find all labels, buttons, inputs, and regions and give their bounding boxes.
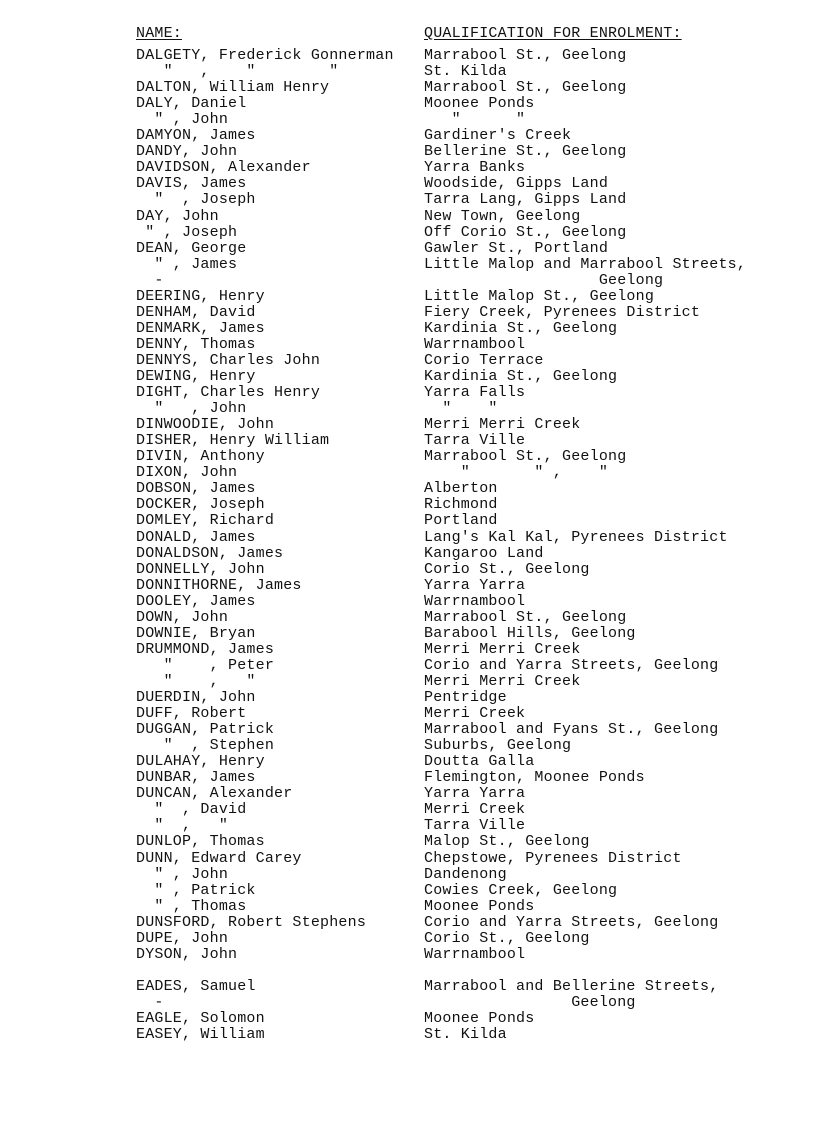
entry-qualification: Geelong: [424, 993, 636, 1011]
entry-qualification: Pentridge: [424, 689, 507, 706]
entry-qualification: Little Malop and Marrabool Streets,: [424, 255, 747, 273]
entry-qualification: Warrnambool: [424, 945, 526, 963]
entry-qualification: Warrnambool: [424, 335, 526, 353]
entry-name: DUPE, John: [136, 929, 229, 947]
entry-name: " , Patrick: [136, 881, 256, 899]
entry-qualification: Corio St., Geelong: [424, 560, 590, 578]
entry-name: DIXON, John: [136, 464, 238, 482]
entry-qualification: Tarra Ville: [424, 432, 526, 450]
entry-name: " , James: [136, 255, 238, 273]
entry-name: DUNCAN, Alexander: [136, 785, 293, 803]
entry-qualification: Merri Merri Creek: [424, 416, 581, 434]
entry-qualification: Tarra Ville: [424, 817, 526, 835]
entry-name: DONNITHORNE, James: [136, 576, 302, 594]
entry-name: " , Stephen: [136, 737, 275, 755]
entry-name: EASEY, William: [136, 1026, 265, 1044]
entry-name: DEAN, George: [136, 239, 247, 257]
entry-name: DENNYS, Charles John: [136, 351, 321, 369]
entry-name: DUFF, Robert: [136, 705, 247, 723]
entry-name: DUGGAN, Patrick: [136, 721, 275, 739]
entry-qualification: Woodside, Gipps Land: [424, 175, 609, 193]
entry-qualification: Corio St., Geelong: [424, 929, 590, 947]
entry-qualification: Merri Merri Creek: [424, 672, 581, 690]
entry-qualification: Moonee Ponds: [424, 897, 535, 915]
entry-name: " , John: [136, 865, 229, 883]
entry-qualification: Corio and Yarra Streets, Geelong: [424, 913, 719, 931]
entry-qualification: " ": [424, 400, 498, 418]
entry-qualification: Portland: [424, 512, 498, 530]
entry-qualification: St. Kilda: [424, 63, 507, 81]
entry-name: DANDY, John: [136, 143, 238, 161]
entry-qualification: Moonee Ponds: [424, 1010, 535, 1027]
entry-name: DIGHT, Charles Henry: [136, 384, 321, 402]
entry-name: " , ": [136, 817, 229, 835]
entry-name: DENMARK, James: [136, 319, 265, 337]
entry-qualification: Barabool Hills, Geelong: [424, 624, 636, 642]
entry-name: " , Thomas: [136, 897, 247, 915]
entry-name: " , David: [136, 801, 247, 819]
entry-qualification: Suburbs, Geelong: [424, 737, 572, 755]
entry-name: DUNBAR, James: [136, 769, 256, 787]
entry-qualification: " ": [424, 111, 526, 129]
entry-name: DUNSFORD, Robert Stephens: [136, 913, 367, 931]
entry-name: DRUMMOND, James: [136, 640, 275, 658]
entry-qualification: Cowies Creek, Geelong: [424, 881, 618, 899]
entry-name: DAMYON, James: [136, 127, 256, 145]
entry-qualification: Gardiner's Creek: [424, 127, 572, 145]
entry-qualification: Richmond: [424, 496, 498, 514]
entry-name: DOWNIE, Bryan: [136, 624, 256, 642]
entry-qualification: Kangaroo Land: [424, 544, 544, 562]
entry-name: EADES, Samuel: [136, 977, 256, 995]
entry-name: DUNN, Edward Carey: [136, 849, 302, 867]
entry-name: DAVIS, James: [136, 175, 247, 193]
entry-qualification: Marrabool St., Geelong: [424, 79, 627, 97]
entry-qualification: Kardinia St., Geelong: [424, 319, 618, 337]
entry-qualification: Geelong: [424, 271, 664, 289]
entry-qualification: Lang's Kal Kal, Pyrenees District: [424, 528, 728, 546]
entry-qualification: Marrabool and Bellerine Streets,: [424, 977, 719, 995]
entry-name: " , John: [136, 111, 229, 129]
entry-name: " , " ": [136, 63, 339, 81]
entry-name: DOWN, John: [136, 608, 229, 626]
entry-name: DONALDSON, James: [136, 544, 284, 562]
entry-name: DONNELLY, John: [136, 560, 265, 578]
entry-name: " , Joseph: [136, 223, 238, 241]
entry-name: DALY, Daniel: [136, 95, 247, 113]
entry-qualification: Marrabool St., Geelong: [424, 608, 627, 626]
entry-qualification: Flemington, Moonee Ponds: [424, 769, 645, 787]
entry-name: " , ": [136, 672, 256, 690]
entry-name: DINWOODIE, John: [136, 416, 275, 434]
entry-qualification: New Town, Geelong: [424, 207, 581, 225]
entry-qualification: Alberton: [424, 480, 498, 498]
entry-name: DALTON, William Henry: [136, 79, 330, 97]
entry-qualification: Tarra Lang, Gipps Land: [424, 191, 627, 209]
entry-name: DISHER, Henry William: [136, 432, 330, 450]
entry-qualification: Merri Creek: [424, 705, 526, 723]
entry-qualification: Fiery Creek, Pyrenees District: [424, 303, 701, 321]
entry-qualification: Marrabool and Fyans St., Geelong: [424, 721, 719, 739]
entry-qualification: Warrnambool: [424, 592, 526, 610]
entry-name: " , John: [136, 400, 247, 418]
entry-qualification: Marrabool St., Geelong: [424, 448, 627, 466]
entry-name: DUNLOP, Thomas: [136, 833, 265, 851]
entry-name: DAY, John: [136, 207, 219, 225]
entry-qualification: Kardinia St., Geelong: [424, 368, 618, 385]
entry-name: DULAHAY, Henry: [136, 753, 265, 771]
qualification-column-header: QUALIFICATION FOR ENROLMENT:: [424, 25, 682, 42]
entry-name: DAVIDSON, Alexander: [136, 159, 311, 177]
entry-name: DENHAM, David: [136, 303, 256, 321]
entry-name: DEWING, Henry: [136, 368, 256, 385]
entry-name: DEERING, Henry: [136, 287, 265, 305]
entry-qualification: Off Corio St., Geelong: [424, 223, 627, 241]
name-column-header: NAME:: [136, 25, 183, 42]
entry-name: DALGETY, Frederick Gonnerman: [136, 47, 394, 64]
entry-qualification: Merri Merri Creek: [424, 640, 581, 658]
entry-qualification: Moonee Ponds: [424, 95, 535, 113]
entry-name: DOMLEY, Richard: [136, 512, 275, 530]
entry-name: DUERDIN, John: [136, 689, 256, 706]
entry-name: " , Joseph: [136, 191, 256, 209]
entry-name: " , Peter: [136, 656, 275, 674]
entry-name: DOBSON, James: [136, 480, 256, 498]
entry-name: DOCKER, Joseph: [136, 496, 265, 514]
entry-name: EAGLE, Solomon: [136, 1010, 265, 1027]
entry-qualification: Merri Creek: [424, 801, 526, 819]
entry-qualification: Little Malop St., Geelong: [424, 287, 655, 305]
entry-name: -: [136, 271, 164, 289]
entry-name: DENNY, Thomas: [136, 335, 256, 353]
entry-qualification: St. Kilda: [424, 1026, 507, 1044]
entry-name: DOOLEY, James: [136, 592, 256, 610]
entry-qualification: " " , ": [424, 464, 609, 482]
entry-qualification: Yarra Falls: [424, 384, 526, 402]
entry-qualification: Corio and Yarra Streets, Geelong: [424, 656, 719, 674]
entry-qualification: Gawler St., Portland: [424, 239, 609, 257]
entry-name: DIVIN, Anthony: [136, 448, 265, 466]
entry-qualification: Malop St., Geelong: [424, 833, 590, 851]
entry-name: DONALD, James: [136, 528, 256, 546]
entry-qualification: Yarra Yarra: [424, 576, 526, 594]
entry-qualification: Doutta Galla: [424, 753, 535, 771]
entry-qualification: Yarra Banks: [424, 159, 526, 177]
entry-qualification: Corio Terrace: [424, 351, 544, 369]
entry-name: DYSON, John: [136, 945, 238, 963]
entry-qualification: Bellerine St., Geelong: [424, 143, 627, 161]
entry-qualification: Yarra Yarra: [424, 785, 526, 803]
entry-qualification: Chepstowe, Pyrenees District: [424, 849, 682, 867]
entry-qualification: Dandenong: [424, 865, 507, 883]
entry-name: -: [136, 993, 164, 1011]
entry-qualification: Marrabool St., Geelong: [424, 47, 627, 64]
